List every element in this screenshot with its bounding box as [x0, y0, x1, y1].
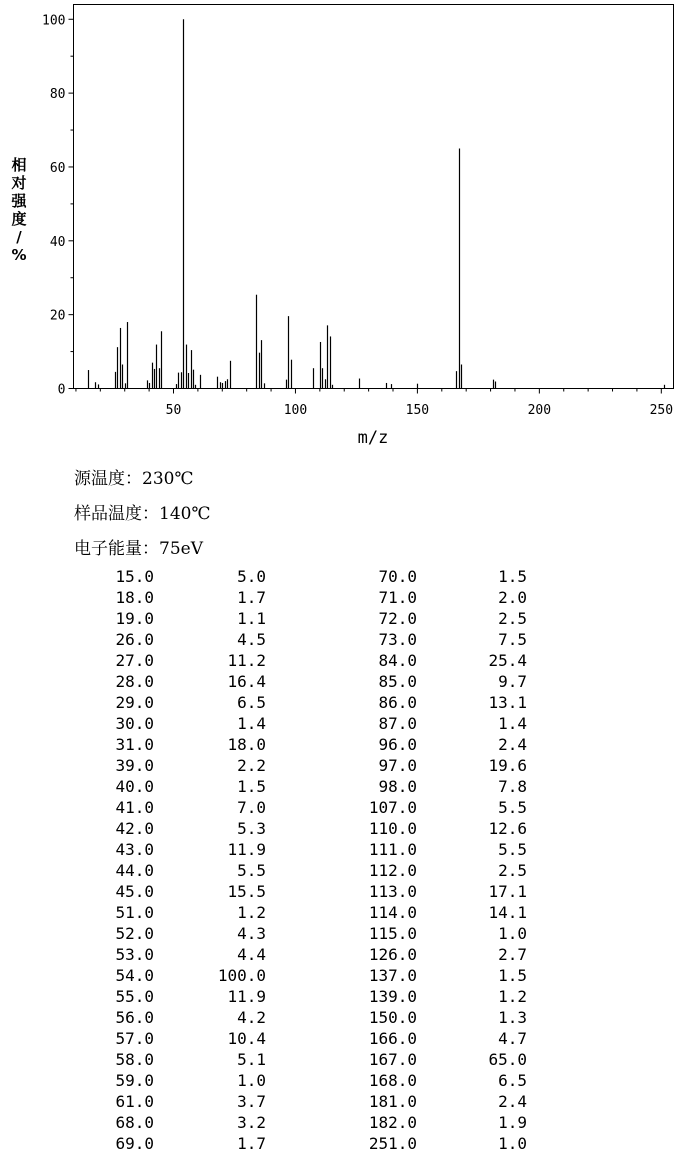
mz-cell: 86.0 — [378, 693, 417, 712]
table-row — [72, 587, 527, 608]
intensity-cell: 1.0 — [237, 1071, 266, 1090]
table-row — [72, 734, 527, 755]
intensity-cell: 7.0 — [237, 798, 266, 817]
mz-cell: 107.0 — [368, 798, 417, 817]
table-row — [72, 650, 527, 671]
table-row — [72, 881, 527, 902]
intensity-cell: 65.0 — [488, 1050, 527, 1069]
intensity-cell: 6.5 — [498, 1071, 527, 1090]
mz-cell: 45.0 — [115, 882, 154, 901]
table-row — [72, 629, 527, 650]
intensity-cell: 10.4 — [227, 1029, 266, 1048]
x-tick-label: 100 — [283, 403, 308, 418]
intensity-cell: 5.5 — [498, 798, 527, 817]
intensity-cell: 1.1 — [237, 609, 266, 628]
intensity-cell: 2.7 — [498, 945, 527, 964]
intensity-cell: 1.5 — [498, 966, 527, 985]
intensity-cell: 1.3 — [498, 1008, 527, 1027]
mz-cell: 137.0 — [368, 966, 417, 985]
mz-cell: 84.0 — [378, 651, 417, 670]
mz-cell: 61.0 — [115, 1092, 154, 1111]
y-axis-ticks — [42, 13, 73, 397]
table-row — [72, 1028, 527, 1049]
condition-separator: ： — [125, 469, 142, 489]
intensity-cell: 5.5 — [237, 861, 266, 880]
x-tick-label: 50 — [165, 403, 182, 418]
mz-cell: 51.0 — [115, 903, 154, 922]
mz-cell: 72.0 — [378, 609, 417, 628]
intensity-cell: 1.2 — [237, 903, 266, 922]
intensity-cell: 5.3 — [237, 819, 266, 838]
mz-cell: 97.0 — [378, 756, 417, 775]
mz-cell: 73.0 — [378, 630, 417, 649]
intensity-cell: 4.7 — [498, 1029, 527, 1048]
y-axis-label-char: % — [11, 246, 27, 264]
condition-label: 源温度 — [74, 469, 125, 489]
intensity-cell: 100.0 — [217, 966, 266, 985]
intensity-cell: 9.7 — [498, 672, 527, 691]
intensity-cell: 1.4 — [498, 714, 527, 733]
mz-cell: 115.0 — [368, 924, 417, 943]
mz-cell: 30.0 — [115, 714, 154, 733]
mz-cell: 70.0 — [378, 567, 417, 586]
intensity-cell: 18.0 — [227, 735, 266, 754]
y-tick-label: 60 — [49, 160, 66, 176]
intensity-cell: 11.2 — [227, 651, 266, 670]
table-row — [72, 713, 527, 734]
y-axis-label — [10, 156, 27, 264]
intensity-cell: 3.7 — [237, 1092, 266, 1111]
mz-cell: 87.0 — [378, 714, 417, 733]
table-row — [72, 839, 527, 860]
intensity-cell: 5.5 — [498, 840, 527, 859]
intensity-cell: 17.1 — [488, 882, 527, 901]
mz-cell: 44.0 — [115, 861, 154, 880]
sample-temperature — [74, 499, 210, 524]
mass-spectrum-chart — [0, 0, 680, 450]
intensity-cell: 1.4 — [237, 714, 266, 733]
intensity-cell: 5.0 — [237, 567, 266, 586]
mz-cell: 29.0 — [115, 693, 154, 712]
table-row — [72, 692, 527, 713]
condition-label: 电子能量 — [74, 539, 142, 559]
mz-cell: 55.0 — [115, 987, 154, 1006]
intensity-cell: 1.2 — [498, 987, 527, 1006]
table-row — [72, 986, 527, 1007]
intensity-cell: 4.5 — [237, 630, 266, 649]
intensity-cell: 1.7 — [237, 1134, 266, 1153]
mz-cell: 68.0 — [115, 1113, 154, 1132]
intensity-cell: 14.1 — [488, 903, 527, 922]
table-row — [72, 944, 527, 965]
spectrum-peaks — [89, 19, 665, 388]
y-axis-label-char: / — [16, 228, 22, 246]
intensity-cell: 4.3 — [237, 924, 266, 943]
table-row — [72, 1070, 527, 1091]
mz-cell: 59.0 — [115, 1071, 154, 1090]
condition-separator: ： — [142, 504, 159, 524]
mz-cell: 42.0 — [115, 819, 154, 838]
mz-cell: 56.0 — [115, 1008, 154, 1027]
plot-frame — [74, 5, 674, 389]
mz-cell: 27.0 — [115, 651, 154, 670]
intensity-cell: 25.4 — [488, 651, 527, 670]
x-axis-label: m/z — [357, 428, 389, 448]
mz-cell: 181.0 — [368, 1092, 417, 1111]
table-row — [72, 1112, 527, 1133]
intensity-cell: 2.4 — [498, 1092, 527, 1111]
intensity-cell: 2.2 — [237, 756, 266, 775]
condition-value: 140℃ — [159, 504, 211, 524]
table-row — [72, 1133, 527, 1154]
intensity-cell: 19.6 — [488, 756, 527, 775]
condition-value: 230℃ — [142, 469, 194, 489]
mz-cell: 168.0 — [368, 1071, 417, 1090]
mz-cell: 52.0 — [115, 924, 154, 943]
table-row — [72, 965, 527, 986]
intensity-cell: 16.4 — [227, 672, 266, 691]
y-axis-label-char: 强 — [11, 192, 27, 210]
peak-table — [72, 566, 527, 1154]
intensity-cell: 4.2 — [237, 1008, 266, 1027]
mz-cell: 26.0 — [115, 630, 154, 649]
mz-cell: 167.0 — [368, 1050, 417, 1069]
mz-cell: 28.0 — [115, 672, 154, 691]
x-tick-label: 200 — [527, 403, 552, 418]
mz-cell: 150.0 — [368, 1008, 417, 1027]
table-row — [72, 566, 527, 587]
mz-cell: 69.0 — [115, 1134, 154, 1153]
condition-value: 75eV — [159, 539, 203, 559]
intensity-cell: 4.4 — [237, 945, 266, 964]
mz-cell: 18.0 — [115, 588, 154, 607]
x-tick-label: 150 — [405, 403, 430, 418]
intensity-cell: 1.0 — [498, 1134, 527, 1153]
y-axis-label-char: 相 — [11, 156, 27, 174]
y-tick-label: 80 — [49, 87, 66, 103]
mz-cell: 71.0 — [378, 588, 417, 607]
y-tick-label: 0 — [57, 382, 66, 398]
intensity-cell: 1.5 — [237, 777, 266, 796]
mz-cell: 139.0 — [368, 987, 417, 1006]
intensity-cell: 2.5 — [498, 861, 527, 880]
intensity-cell: 2.0 — [498, 588, 527, 607]
table-row — [72, 797, 527, 818]
intensity-cell: 1.0 — [498, 924, 527, 943]
mz-cell: 251.0 — [368, 1134, 417, 1153]
intensity-cell: 2.4 — [498, 735, 527, 754]
mz-cell: 96.0 — [378, 735, 417, 754]
table-row — [72, 776, 527, 797]
mz-cell: 85.0 — [378, 672, 417, 691]
mz-cell: 114.0 — [368, 903, 417, 922]
intensity-cell: 3.2 — [237, 1113, 266, 1132]
y-tick-label: 40 — [49, 234, 66, 250]
mz-cell: 40.0 — [115, 777, 154, 796]
x-axis-ticks — [76, 389, 673, 419]
table-row — [72, 1007, 527, 1028]
table-row — [72, 755, 527, 776]
condition-label: 样品温度 — [74, 504, 142, 524]
mz-cell: 112.0 — [368, 861, 417, 880]
mz-cell: 43.0 — [115, 840, 154, 859]
mz-cell: 110.0 — [368, 819, 417, 838]
intensity-cell: 5.1 — [237, 1050, 266, 1069]
mz-cell: 113.0 — [368, 882, 417, 901]
mz-cell: 54.0 — [115, 966, 154, 985]
table-row — [72, 923, 527, 944]
intensity-cell: 7.5 — [498, 630, 527, 649]
source-temperature — [74, 464, 193, 489]
electron-energy — [74, 534, 203, 559]
table-row — [72, 608, 527, 629]
x-tick-label: 250 — [649, 403, 674, 418]
mz-cell: 111.0 — [368, 840, 417, 859]
mz-cell: 57.0 — [115, 1029, 154, 1048]
intensity-cell: 1.5 — [498, 567, 527, 586]
mz-cell: 41.0 — [115, 798, 154, 817]
y-axis-label-char: 对 — [11, 174, 27, 192]
table-row — [72, 671, 527, 692]
intensity-cell: 12.6 — [488, 819, 527, 838]
table-row — [72, 860, 527, 881]
mz-cell: 39.0 — [115, 756, 154, 775]
mz-cell: 166.0 — [368, 1029, 417, 1048]
mz-cell: 31.0 — [115, 735, 154, 754]
mz-cell: 58.0 — [115, 1050, 154, 1069]
intensity-cell: 1.9 — [498, 1113, 527, 1132]
mz-cell: 19.0 — [115, 609, 154, 628]
table-row — [72, 902, 527, 923]
intensity-cell: 1.7 — [237, 588, 266, 607]
condition-separator: ： — [142, 539, 159, 559]
intensity-cell: 11.9 — [227, 987, 266, 1006]
intensity-cell: 13.1 — [488, 693, 527, 712]
mz-cell: 182.0 — [368, 1113, 417, 1132]
intensity-cell: 11.9 — [227, 840, 266, 859]
intensity-cell: 15.5 — [227, 882, 266, 901]
table-row — [72, 818, 527, 839]
mz-cell: 126.0 — [368, 945, 417, 964]
intensity-cell: 7.8 — [498, 777, 527, 796]
mz-cell: 15.0 — [115, 567, 154, 586]
y-axis-label-char: 度 — [11, 210, 27, 228]
intensity-cell: 6.5 — [237, 693, 266, 712]
mz-cell: 98.0 — [378, 777, 417, 796]
intensity-cell: 2.5 — [498, 609, 527, 628]
y-tick-label: 20 — [49, 308, 66, 324]
y-tick-label: 100 — [42, 13, 66, 29]
table-row — [72, 1091, 527, 1112]
table-row — [72, 1049, 527, 1070]
mz-cell: 53.0 — [115, 945, 154, 964]
